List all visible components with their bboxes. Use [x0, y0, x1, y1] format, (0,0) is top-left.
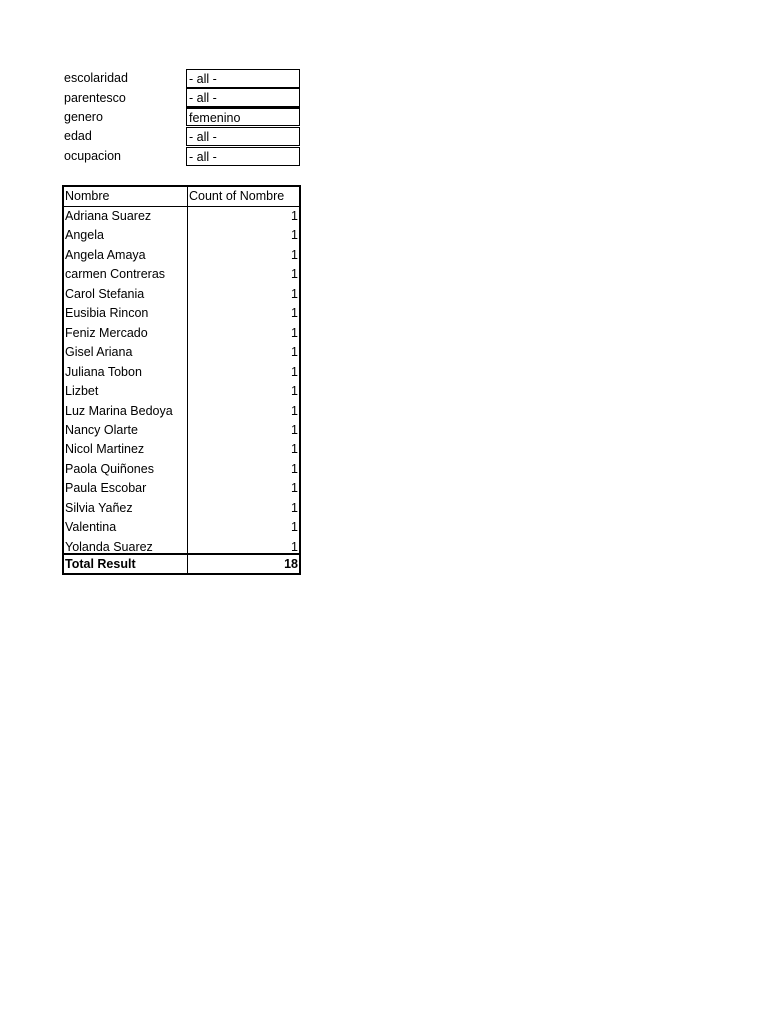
- row-name: Luz Marina Bedoya: [65, 404, 173, 418]
- row-count: 1: [291, 365, 298, 379]
- row-count: 1: [291, 462, 298, 476]
- row-count: 1: [291, 209, 298, 223]
- column-header-nombre[interactable]: Nombre: [65, 189, 110, 203]
- row-count: 1: [291, 267, 298, 281]
- row-count: 1: [291, 520, 298, 534]
- row-count: 1: [291, 501, 298, 515]
- filter-label-genero: genero: [64, 110, 103, 124]
- row-name: Nancy Olarte: [65, 423, 138, 437]
- row-count: 1: [291, 442, 298, 456]
- filter-value-parentesco: - all -: [189, 91, 217, 105]
- row-count: 1: [291, 345, 298, 359]
- row-count: 1: [291, 287, 298, 301]
- row-count: 1: [291, 306, 298, 320]
- row-name: Valentina: [65, 520, 117, 534]
- filter-label-edad: edad: [64, 129, 92, 143]
- filter-value-genero: femenino: [189, 111, 241, 125]
- row-count: 1: [291, 384, 298, 398]
- row-name: Eusibia Rincon: [65, 306, 149, 320]
- filter-value-edad: - all -: [189, 130, 217, 144]
- filter-label-escolaridad: escolaridad: [64, 71, 128, 85]
- pivot-table: [62, 185, 301, 575]
- row-count: 1: [291, 423, 298, 437]
- row-name: Carol Stefania: [65, 287, 145, 301]
- filter-label-ocupacion: ocupacion: [64, 149, 121, 163]
- total-count: 18: [284, 557, 298, 571]
- row-name: Adriana Suarez: [65, 209, 152, 223]
- filter-dropdown-parentesco[interactable]: [186, 88, 300, 107]
- row-name: Paula Escobar: [65, 481, 147, 495]
- row-name: Silvia Yañez: [65, 501, 133, 515]
- row-name: Nicol Martinez: [65, 442, 145, 456]
- row-count: 1: [291, 248, 298, 262]
- filter-value-ocupacion: - all -: [189, 150, 217, 164]
- row-name: Paola Quiñones: [65, 462, 154, 476]
- filter-dropdown-escolaridad[interactable]: [186, 69, 300, 88]
- row-count: 1: [291, 404, 298, 418]
- filter-label-parentesco: parentesco: [64, 91, 126, 105]
- row-count: 1: [291, 481, 298, 495]
- row-count: 1: [291, 326, 298, 340]
- total-label: Total Result: [65, 557, 136, 571]
- row-name: Angela Amaya: [65, 248, 146, 262]
- row-name: Lizbet: [65, 384, 99, 398]
- filter-dropdown-ocupacion[interactable]: [186, 147, 300, 166]
- filter-dropdown-edad[interactable]: [186, 127, 300, 146]
- filter-dropdown-genero[interactable]: [186, 107, 300, 126]
- row-name: Yolanda Suarez: [65, 540, 153, 554]
- row-name: carmen Contreras: [65, 267, 166, 281]
- row-count: 1: [291, 228, 298, 242]
- row-name: Angela: [65, 228, 104, 242]
- filter-value-escolaridad: - all -: [189, 72, 217, 86]
- column-header-count[interactable]: Count of Nombre: [189, 189, 285, 203]
- column-divider: [187, 187, 188, 573]
- row-name: Gisel Ariana: [65, 345, 133, 359]
- row-name: Feniz Mercado: [65, 326, 148, 340]
- row-name: Juliana Tobon: [65, 365, 142, 379]
- row-count: 1: [291, 540, 298, 554]
